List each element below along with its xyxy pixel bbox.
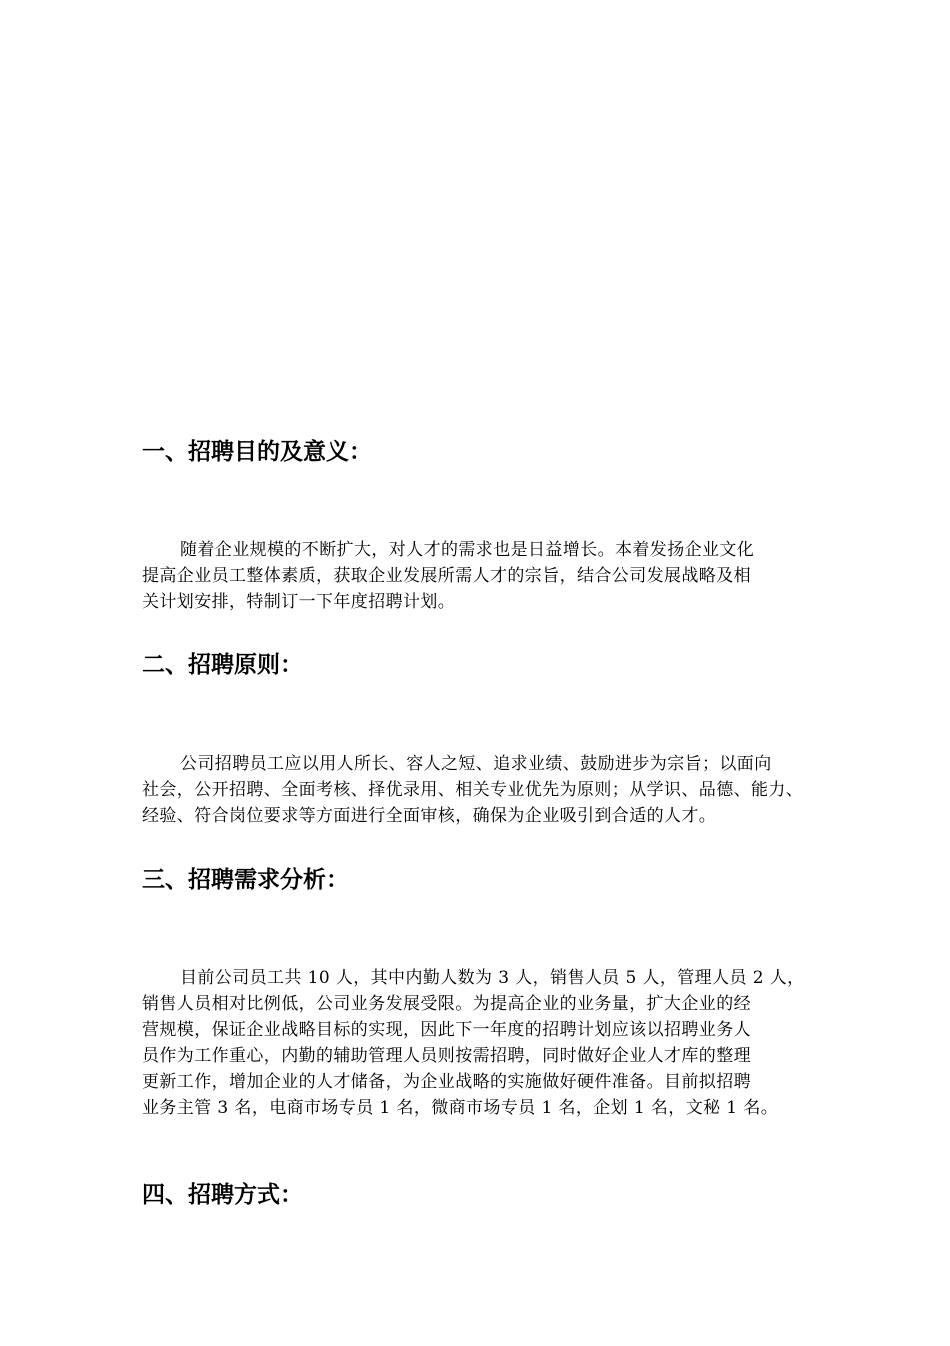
paragraph-line: 员作为工作重心，内勤的辅助管理人员则按需招聘，同时做好企业人才库的整理 bbox=[142, 1046, 751, 1066]
paragraph-line: 营规模，保证企业战略目标的实现，因此下一年度的招聘计划应该以招聘业务人 bbox=[142, 1020, 751, 1040]
paragraph-line: 业务主管 3 名，电商市场专员 1 名，微商市场专员 1 名，企划 1 名，文秘 1 名。 bbox=[142, 1098, 779, 1118]
section-heading-demand-analysis: 三、招聘需求分析： bbox=[142, 867, 349, 893]
paragraph-line: 经验、符合岗位要求等方面进行全面审核，确保为企业吸引到合适的人才。 bbox=[142, 806, 717, 826]
paragraph-line: 社会，公开招聘、全面考核、择优录用、相关专业优先为原则；从学识、品德、能力、 bbox=[142, 780, 804, 800]
section-heading-principles: 二、招聘原则： bbox=[142, 652, 303, 678]
section-heading-purpose: 一、招聘目的及意义： bbox=[142, 439, 372, 465]
paragraph-line: 更新工作，增加企业的人才储备，为企业战略的实施做好硬件准备。目前拟招聘 bbox=[142, 1072, 751, 1092]
paragraph-line: 销售人员相对比例低，公司业务发展受限。为提高企业的业务量，扩大企业的经 bbox=[142, 994, 751, 1014]
section-heading-methods: 四、招聘方式： bbox=[142, 1182, 303, 1208]
section-paragraph-principles bbox=[142, 751, 818, 829]
section-paragraph-demand-analysis bbox=[142, 965, 818, 1121]
paragraph-line: 关计划安排，特制订一下年度招聘计划。 bbox=[142, 592, 456, 612]
paragraph-line: 提高企业员工整体素质，获取企业发展所需人才的宗旨，结合公司发展战略及相 bbox=[142, 566, 751, 586]
paragraph-line: 目前公司员工共 10 人，其中内勤人数为 3 人，销售人员 5 人，管理人员 2 人， bbox=[180, 968, 805, 988]
section-paragraph-purpose bbox=[142, 537, 818, 615]
paragraph-line: 公司招聘员工应以用人所长、容人之短、追求业绩、鼓励进步为宗旨；以面向 bbox=[180, 754, 772, 774]
paragraph-line: 随着企业规模的不断扩大，对人才的需求也是日益增长。本着发扬企业文化 bbox=[180, 540, 755, 560]
